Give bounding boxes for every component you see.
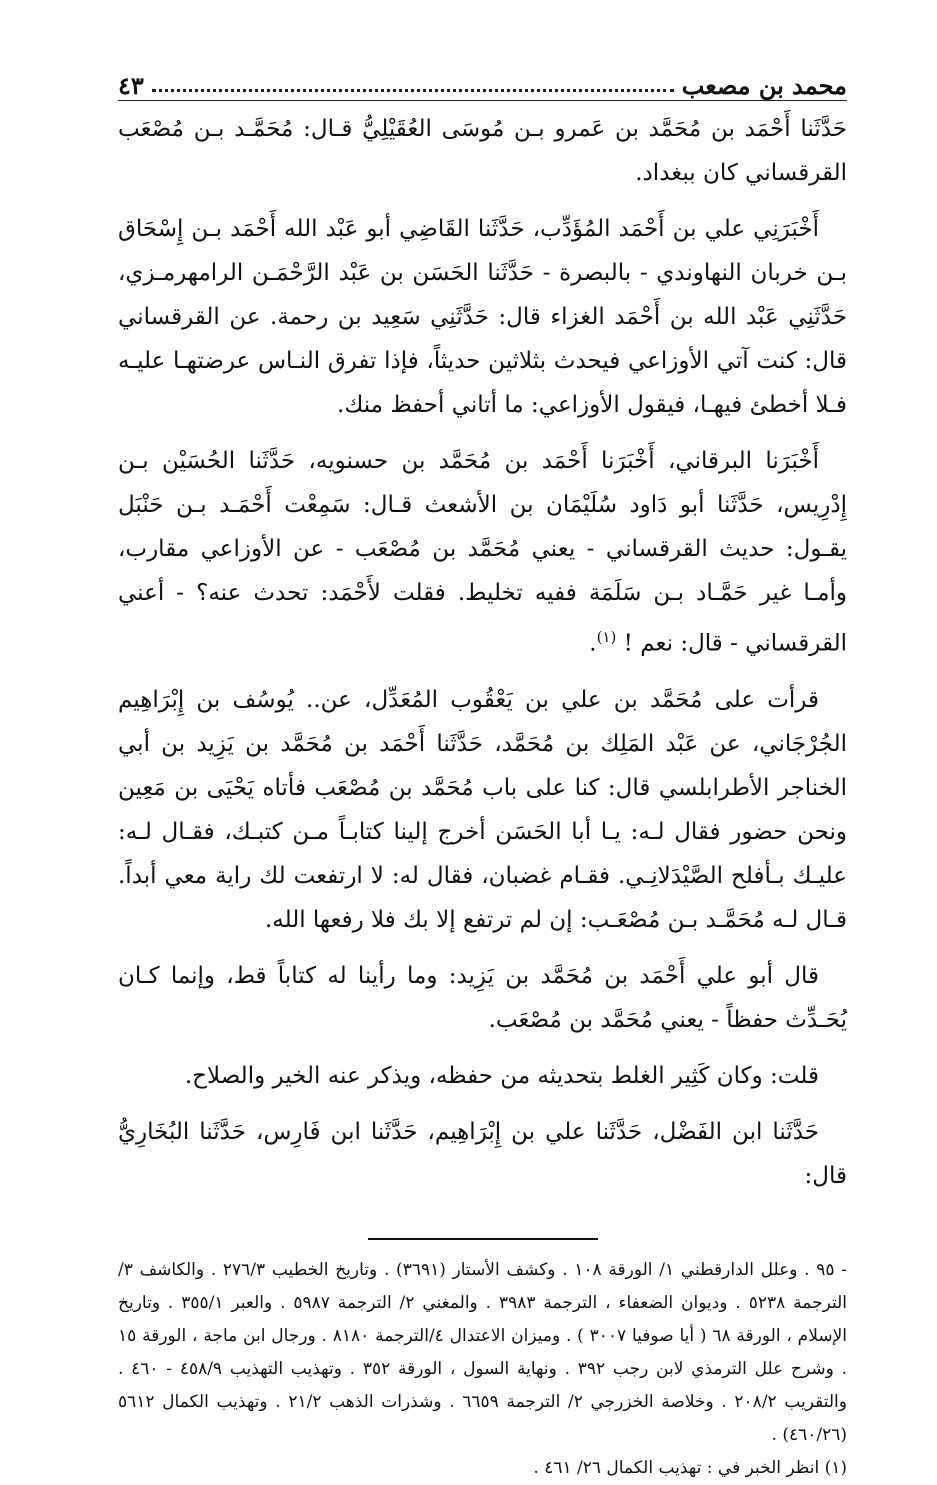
source-footnote: - ٩٥ . وعلل الدارقطني ١/ الورقة ١٠٨ . وكشف الأستار (٣٦٩١) . وتاريخ الخطيب ٢٧٦/٣ . والكاشف ٣/ الترجمة ٥٢٣٨ . وديوان الضعفاء ، الترجمة ٣٩٨٣ . والمغني ٢/ الترجمة ٥٩٨٧ . والعبر ٣٥٥/١ . وتاريخ الإسلام ، الورقة ٦٨ ( أيا صوفيا ٣٠٠٧ ) . وميزان الاعتدال ٤/الترجمة ٨١٨٠ . ورجال ابن ماجة ، الورقة ١٥ . وشرح علل الترمذي لابن رجب ٣٩٢ . ونهاية السول ، الورقة ٣٥٢ . وتهذيب التهذيب ٤٥٨/٩ - ٤٦٠ . والتقريب ٢٠٨/٢ . وخلاصة الخزرجي ٢/ الترجمة ٦٦٥٩ . وشذرات الذهب ٢١/٢ . وتهذيب الكمال ٥٦١٢ (٤٦٠/٢٦) . [118, 1259, 848, 1445]
footnote-separator [368, 1238, 598, 1240]
main-text [118, 107, 847, 1198]
paragraph: حَدَّثَنا ابن الفَضْل، حَدَّثَنا علي بن إِبْرَاهِيم، حَدَّثَنا ابن فَارِس، حَدَّثَنا البُخَارِيُّ قال: [118, 1118, 847, 1189]
leader-dots [152, 89, 674, 92]
chapter-title: محمد بن مصعب [681, 71, 847, 100]
paragraph: أَخْبَرَنِي علي بن أَحْمَد المُؤَدِّب، حَدَّثَنا القَاضِي أبو عَبْد الله أَحْمَد بـن إِسْحَاق بـن خربان النهاوندي - بالبصرة - حَدَّثَنا الحَسَن بن عَبْد الرَّحْمَـن الرامهرمـزي، حَدَّثَنِي عَبْد الله بن أَحْمَد الغزاء قال: حَدَّثَنِي سَعِيد بن رحمة. عن القرقساني قال: كنت آتي الأوزاعي فيحدث بثلاثين حديثاً، فإذا تفرق النـاس عرضتهـا عليـه فـلا أخطئ فيهـا، فيقول الأوزاعي: ما أتاني أحفظ منك. [118, 216, 847, 418]
running-header [118, 60, 847, 101]
footnotes [118, 1254, 847, 1485]
paragraph: قال أبو علي أَحْمَد بن مُحَمَّد بن يَزِيد: وما رأينا له كتاباً قط، وإنما كـان يُحَـدِّث حفظاً - يعني مُحَمَّد بن مُصْعَب. [118, 962, 847, 1033]
paragraph: قلت: وكان كَثِير الغلط بتحديثه من حفظه، ويذكر عنه الخير والصلاح. [184, 1062, 819, 1089]
paragraph: حَدَّثَنا أَحْمَد بن مُحَمَّد بن عَمرو بـن مُوسَى العُقَيْلِيُّ قـال: مُحَمَّـد بـن مُصْعَب القرقساني كان ببغداد. [118, 116, 847, 186]
page-number: ٤٣ [118, 71, 144, 100]
paragraph-text: أَخْبَرَنا البرقاني، أَخْبَرَنا أَحْمَد بن مُحَمَّد بن حسنويه، حَدَّثَنا الحُسَيْن بـن إِدْرِيس، حَدَّثَنا أبو دَاود سُلَيْمَان بن الأشعث قـال: سَمِعْت أَحْمَـد بـن حَنْبَل يقـول: حديث القرقساني - يعني مُحَمَّد بن مُصْعَب - عن الأوزاعي مقارب، وأمـا غير حَمَّـاد بـن سَلَمَة ففيه تخليط. فقلت لأَحْمَد: تحدث عنه؟ - أعني القرقساني - قال: نعم ! [118, 448, 847, 657]
paragraph-with-footnote: أَخْبَرَنا البرقاني، أَخْبَرَنا أَحْمَد بن مُحَمَّد بن حسنويه، حَدَّثَنا الحُسَيْن بـن إِدْرِيس، حَدَّثَنا أبو دَاود سُلَيْمَان بن الأشعث قـال: سَمِعْت أَحْمَـد بـن حَنْبَل يقـول: حديث القرقساني - يعني مُحَمَّد بن مُصْعَب - عن الأوزاعي مقارب، وأمـا غير حَمَّـاد بـن سَلَمَة ففيه تخليط. فقلت لأَحْمَد: تحدث عنه؟ - أعني القرقساني - قال: نعم ! $^{(١)}$. [118, 448, 847, 657]
paragraph: قرأت على مُحَمَّد بن علي بن يَعْقُوب المُعَدِّل، عن.. يُوسُف بن إِبْرَاهِيم الجُرْجَاني، عن عَبْد المَلِك بن مُحَمَّد، حَدَّثَنا أَحْمَد بن مُحَمَّد بن يَزِيد بن أبي الخناجر الأطرابلسي قال: كنا على باب مُحَمَّد بن مُصْعَب فأتاه يَحْيَى بن مَعِين ونحن حضور فقال لـه: يـا أبا الحَسَن أخرج إلينا كتابـاً مـن كتبـك، فقـال لـه: عليـك بـأفلح الصَّيْدَلانِـي. فقـام غضبان، فقال له: لا ارتفعت لك راية معي أبداً. قـال لـه مُحَمَّـد بـن مُصْعَـب: إن لم ترتفع إلا بك فلا رفعها الله. [118, 686, 847, 933]
footnote-1: (١) انظر الخبر في : تهذيب الكمال ٢٦/ ٤٦١ . [533, 1457, 847, 1478]
footnote-reference[interactable]: (١) [596, 628, 617, 646]
